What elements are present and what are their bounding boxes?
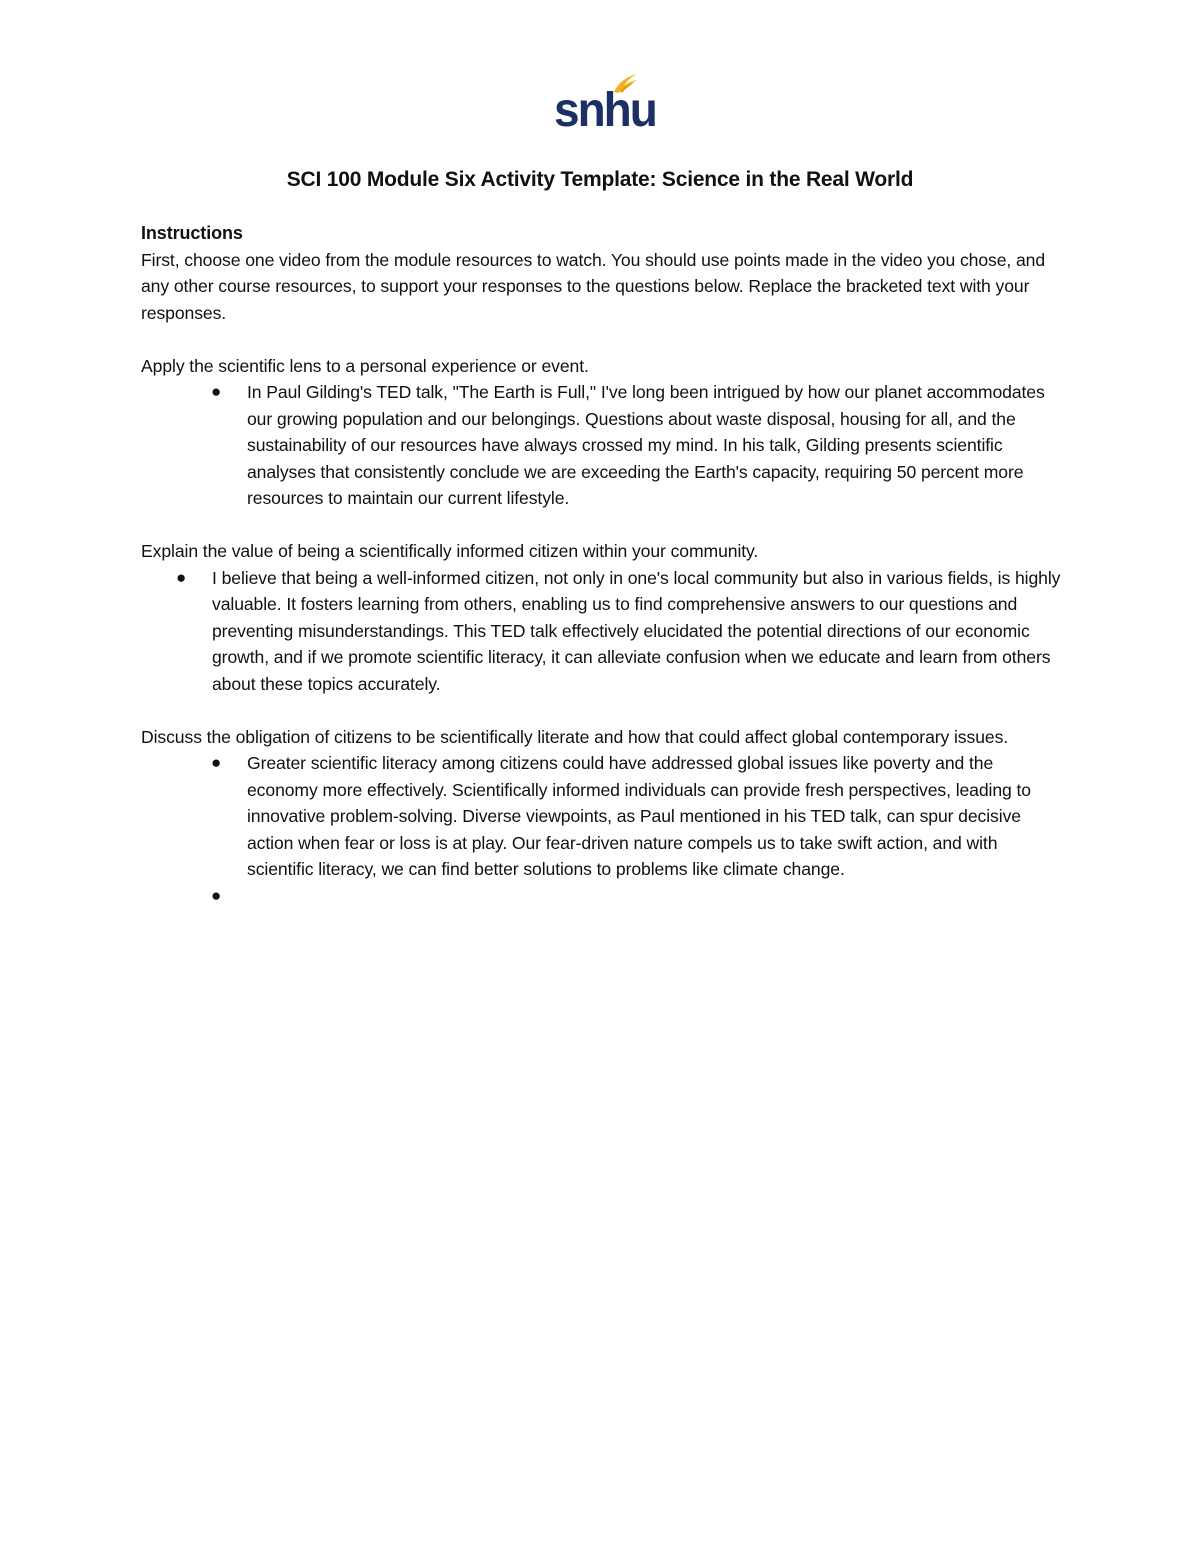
answer-text: In Paul Gilding's TED talk, "The Earth is Full," I've long been intrigued by how our planet accommodates our growing population and our belongings. Questions about waste disposal, housing for all, and the sustainability of our resources have always crossed my mind. In his talk, Gilding presents scientific analyses that consistently conclude we are exceeding the Earth's capacity, requiring 50 percent more resources to maintain our current lifestyle. (247, 382, 1045, 508)
answer-text: Greater scientific literacy among citizens could have addressed global issues like poverty and the economy more effectively. Scientifically informed individuals can provide fresh perspectives, leading to innovative problem-solving. Diverse viewpoints, as Paul mentioned in his TED talk, can spur decisive action when fear or loss is at play. Our fear-driven nature compels us to take swift action, and with scientific literacy, we can find better solutions to problems like climate change. (247, 753, 1031, 879)
document-body (141, 220, 1061, 909)
section-prompt: Explain the value of being a scientifically informed citizen within your community. (141, 541, 759, 561)
instructions-text: First, choose one video from the module resources to watch. You should use points made in the video you chose, and any other course resources, to support your responses to the questions below. Replace the bracketed text with your responses. (141, 249, 1046, 323)
section-prompt: Apply the scientific lens to a personal experience or event. (141, 355, 589, 376)
instructions-heading: Instructions (141, 223, 243, 243)
logo-wordmark: snhu (554, 81, 656, 137)
answer-list (141, 750, 1061, 909)
answer-text: I believe that being a well-informed citizen, not only in one's local community but also in various fields, is highly valuable. It fosters learning from others, enabling us to find comprehensive answers to our questions and preventing misunderstandings. This TED talk effectively elucidated the potential directions of our economic growth, and if we promote scientific literacy, it can alleviate confusion when we educate and learn from others about these topics accurately. (212, 567, 1061, 694)
bullet-icon: ● (211, 885, 222, 905)
section-prompt: Discuss the obligation of citizens to be scientifically literate and how that could affect global contemporary issues. (141, 726, 1009, 747)
snhu-logo (554, 70, 656, 137)
bullet-icon: ● (211, 753, 222, 772)
answer-list (141, 379, 1061, 512)
list-item (141, 883, 1061, 910)
bullet-icon: ● (176, 567, 187, 587)
list-item (141, 565, 1061, 698)
page-title: SCI 100 Module Six Activity Template: Science in the Real World (286, 168, 914, 191)
spacer (141, 326, 1061, 353)
bullet-icon: ● (211, 382, 222, 401)
list-item (141, 379, 1061, 512)
spacer (141, 697, 1061, 724)
list-item (141, 750, 1061, 883)
spacer (141, 512, 1061, 539)
answer-list (141, 565, 1061, 698)
